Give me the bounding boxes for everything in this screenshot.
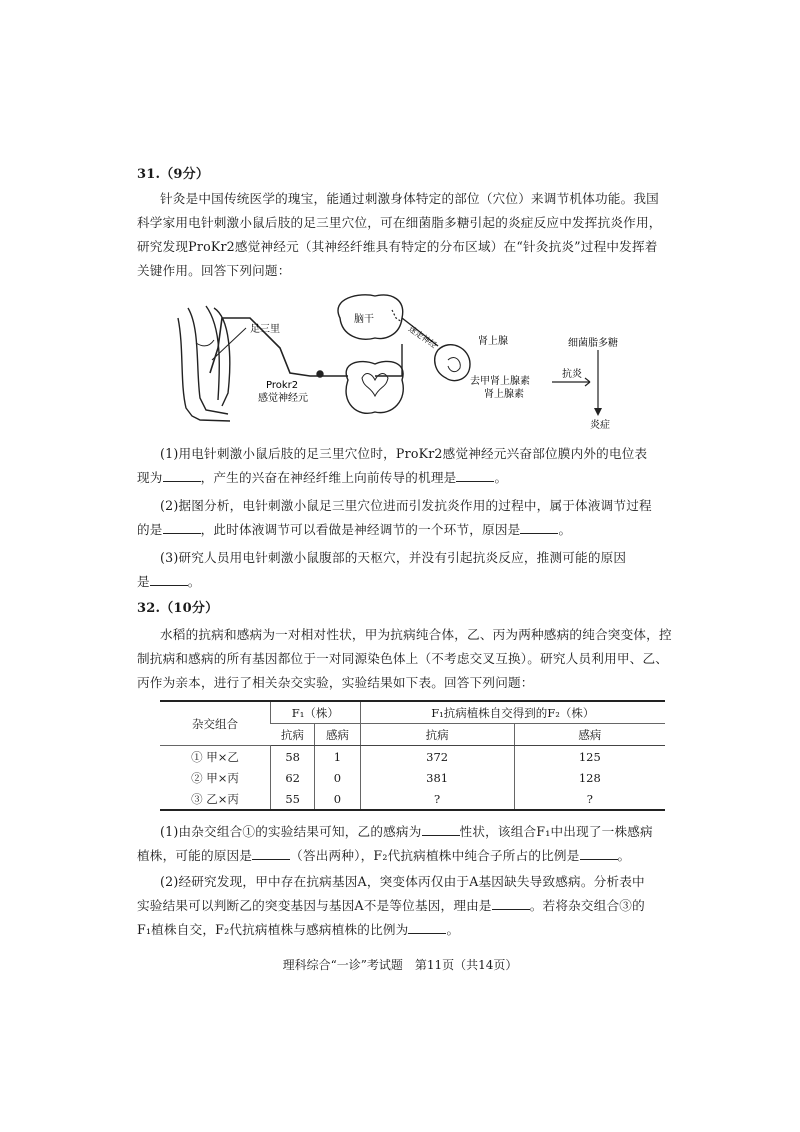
cell: 62: [271, 767, 315, 788]
diagram-label-anti: 抗炎: [562, 369, 582, 380]
diagram-label-inflammation: 炎症: [590, 420, 610, 431]
results-table: [160, 700, 665, 811]
q31-sub3-line1: (3)研究人员用电针刺激小鼠腹部的天枢穴，并没有引起抗炎反应，推测可能的原因: [160, 550, 627, 565]
col-header-f1: F₁（株）: [271, 701, 361, 724]
diagram-label-brainstem: 脑干: [354, 314, 374, 325]
answer-blank[interactable]: [408, 919, 446, 934]
q32-intro-line: 制抗病和感病的所有基因都位于一对同源染色体上（不考虑交叉互换）。研究人员利用甲、乙、: [137, 651, 669, 666]
sub-header: 抗病: [360, 724, 514, 746]
q32-sub2-line1: (2)经研究发现，甲中存在抗病基因A，突变体丙仅由于A基因缺失导致感病。分析表中: [160, 874, 645, 889]
answer-blank[interactable]: [163, 467, 201, 482]
cell: ?: [360, 788, 514, 810]
cell: 0: [315, 767, 360, 788]
answer-blank[interactable]: [456, 467, 494, 482]
col-header-cross: 杂交组合: [160, 701, 271, 746]
table-row: [160, 746, 665, 768]
acupuncture-diagram: [170, 288, 660, 438]
q32-sub1-line1: (1)由杂交组合①的实验结果可知，乙的感病为 性状，该组合F₁中出现了一株感病: [160, 820, 670, 844]
sub-header: 感病: [315, 724, 360, 746]
answer-blank[interactable]: [163, 519, 201, 534]
row-label: ① 甲×乙: [191, 749, 239, 764]
row-label: ② 甲×丙: [191, 770, 239, 785]
q31-header: 31.（9分）: [137, 167, 210, 182]
cell: 1: [315, 746, 360, 768]
q32-sub1-line2: 植株，可能的原因是 （答出两种），F₂代抗病植株中纯合子所占的比例是 。: [137, 844, 667, 868]
answer-blank[interactable]: [422, 821, 460, 836]
diagram-label-adrenal: 肾上腺: [478, 336, 508, 347]
cell: 128: [514, 767, 665, 788]
diagram-label-hormone2: 肾上腺素: [484, 389, 524, 400]
q31-intro-line: 关键作用。回答下列问题：: [137, 263, 291, 278]
answer-blank[interactable]: [520, 519, 558, 534]
cell: 58: [271, 746, 315, 768]
cell: ?: [514, 788, 665, 810]
q31-sub3-line2: 是 。: [137, 570, 667, 594]
q32-intro-line: 水稻的抗病和感病为一对相对性状，甲为抗病纯合体，乙、丙为两种感病的纯合突变体，控: [160, 627, 672, 642]
q32-sub2-line2: 实验结果可以判断乙的突变基因与基因A不是等位基因，理由是 。若将杂交组合③的: [137, 894, 667, 918]
q32-header: 32.（10分）: [137, 601, 219, 616]
cell: 55: [271, 788, 315, 810]
answer-blank[interactable]: [252, 845, 290, 860]
sub-header: 感病: [514, 724, 665, 746]
diagram-label-vagus: 迷走神经: [406, 324, 439, 350]
diagram-label-zusanli: 足三里: [250, 324, 280, 335]
q31-intro-line: 研究发现ProKr2感觉神经元（其神经纤维具有特定的分布区域）在“针灸抗炎”过程中发挥着: [137, 239, 658, 254]
q31-intro-line: 科学家用电针刺激小鼠后肢的足三里穴位，可在细菌脂多糖引起的炎症反应中发挥抗炎作用，: [137, 215, 662, 230]
q31-intro-line: 针灸是中国传统医学的瑰宝，能通过刺激身体特定的部位（穴位）来调节机体功能。我国: [160, 191, 659, 206]
diagram-label-neuron1: Prokr2: [266, 380, 299, 391]
cell: 0: [315, 788, 360, 810]
col-header-f2: F₁抗病植株自交得到的F₂（株）: [360, 701, 665, 724]
q31-sub2-line1: (2)据图分析，电针刺激小鼠足三里穴位进而引发抗炎作用的过程中，属于体液调节过程: [160, 498, 652, 513]
q32-sub2-line3: F₁植株自交，F₂代抗病植株与感病植株的比例为 。: [137, 918, 667, 942]
table-row: [160, 767, 665, 788]
diagram-label-neuron2: 感觉神经元: [258, 393, 308, 404]
answer-blank[interactable]: [150, 571, 188, 586]
row-label: ③ 乙×丙: [191, 791, 239, 806]
cell: 125: [514, 746, 665, 768]
sub-header: 抗病: [271, 724, 315, 746]
q31-sub1-line2: 现为 ，产生的兴奋在神经纤维上向前传导的机理是 。: [137, 466, 667, 490]
q31-sub1-line1: (1)用电针刺激小鼠后肢的足三里穴位时，ProKr2感觉神经元兴奋部位膜内外的电位表: [160, 446, 648, 461]
q32-intro-line: 丙作为亲本，进行了相关杂交实验，实验结果如下表。回答下列问题：: [137, 675, 534, 690]
cell: 381: [360, 767, 514, 788]
q31-sub2-line2: 的是 ，此时体液调节可以看做是神经调节的一个环节，原因是 。: [137, 518, 667, 542]
cell: 372: [360, 746, 514, 768]
diagram-label-hormone1: 去甲肾上腺素: [470, 376, 530, 387]
answer-blank[interactable]: [492, 895, 530, 910]
diagram-label-lps: 细菌脂多糖: [568, 338, 618, 349]
answer-blank[interactable]: [580, 845, 618, 860]
table-row: [160, 788, 665, 810]
page-footer: 理科综合“一诊”考试题 第11页（共14页）: [282, 958, 518, 972]
